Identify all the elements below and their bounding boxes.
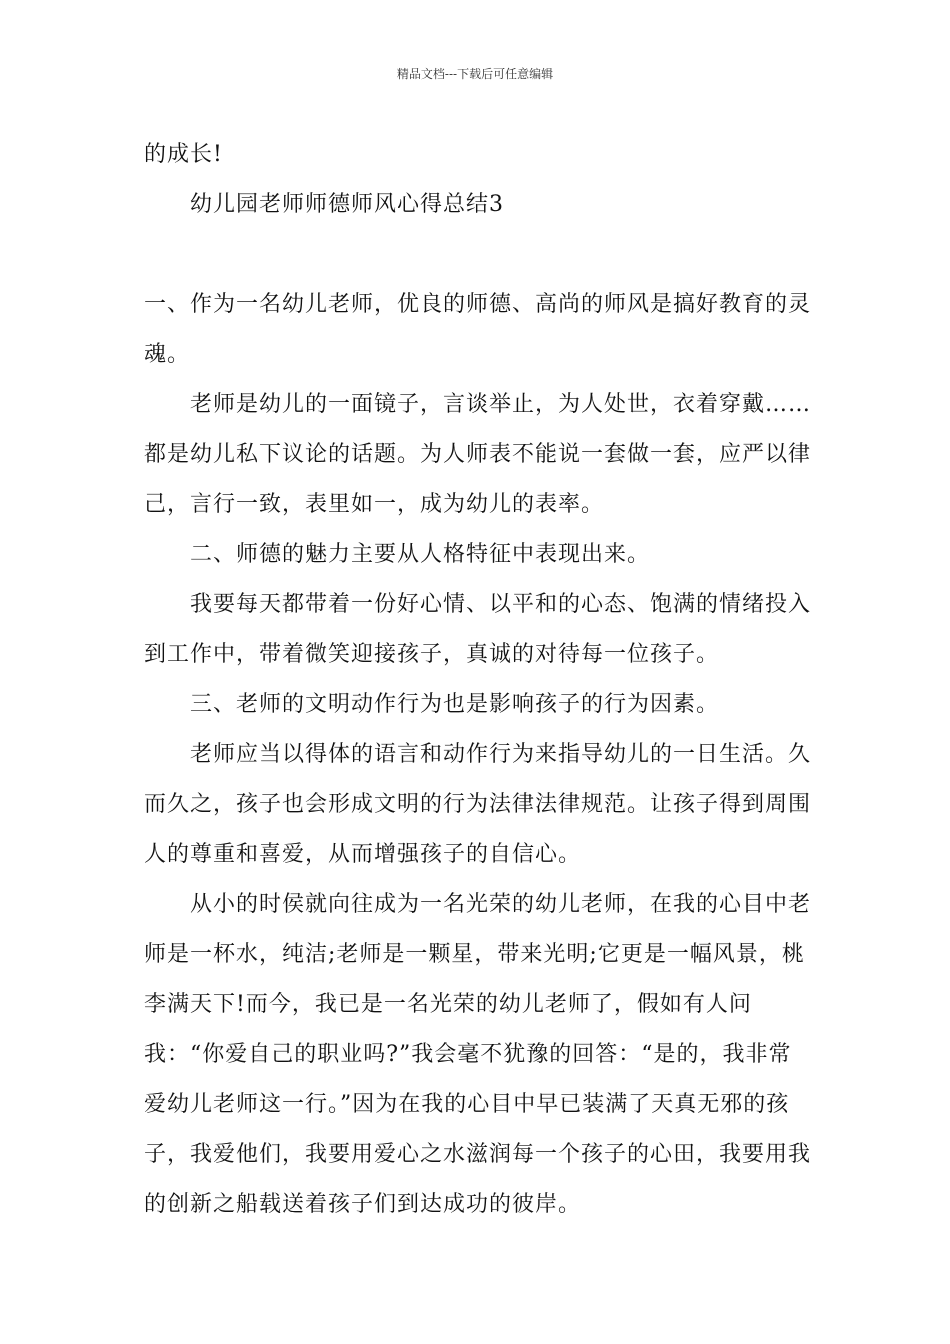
paragraph-point-one: 一、作为一名幼儿老师，优良的师德、高尚的师风是搞好教育的灵魂。 — [144, 292, 812, 367]
document-body — [144, 130, 812, 1230]
paragraph: 老师是幼儿的一面镜子，言谈举止，为人处世，衣着穿戴……都是幼儿私下议论的话题。为人师表不能说一套做一套，应严以律己，言行一致，表里如一，成为幼儿的表率。 — [144, 392, 812, 517]
paragraph: 从小的时侯就向往成为一名光荣的幼儿老师，在我的心目中老师是一杯水，纯洁;老师是一颗星，带来光明;它更是一幅风景，桃李满天下!而今，我已是一名光荣的幼儿老师了，假如有人问我：“你爱自己的职业吗?”我会毫不犹豫的回答：“是的，我非常爱幼儿老师这一行。”因为在我的心目中早已装满了天真无邪的孩子，我爱他们，我要用爱心之水滋润每一个孩子的心田，我要用我的创新之船载送着孩子们到达成功的彼岸。 — [144, 892, 812, 1217]
paragraph-point-three: 三、老师的文明动作行为也是影响孩子的行为因素。 — [190, 692, 720, 717]
blank-line — [144, 230, 812, 280]
paragraph: 我要每天都带着一份好心情、以平和的心态、饱满的情绪投入到工作中，带着微笑迎接孩子，真诚的对待每一位孩子。 — [144, 592, 812, 667]
paragraph: 老师应当以得体的语言和动作行为来指导幼儿的一日生活。久而久之，孩子也会形成文明的行为法律法律规范。让孩子得到周围人的尊重和喜爱，从而增强孩子的自信心。 — [144, 742, 812, 867]
page-header: 精品文档---下载后可任意编辑 — [396, 67, 554, 81]
paragraph-point-two: 二、师德的魅力主要从人格特征中表现出来。 — [190, 542, 651, 567]
section-title: 幼儿园老师师德师风心得总结3 — [190, 192, 504, 217]
paragraph-continuation: 的成长! — [144, 142, 223, 167]
